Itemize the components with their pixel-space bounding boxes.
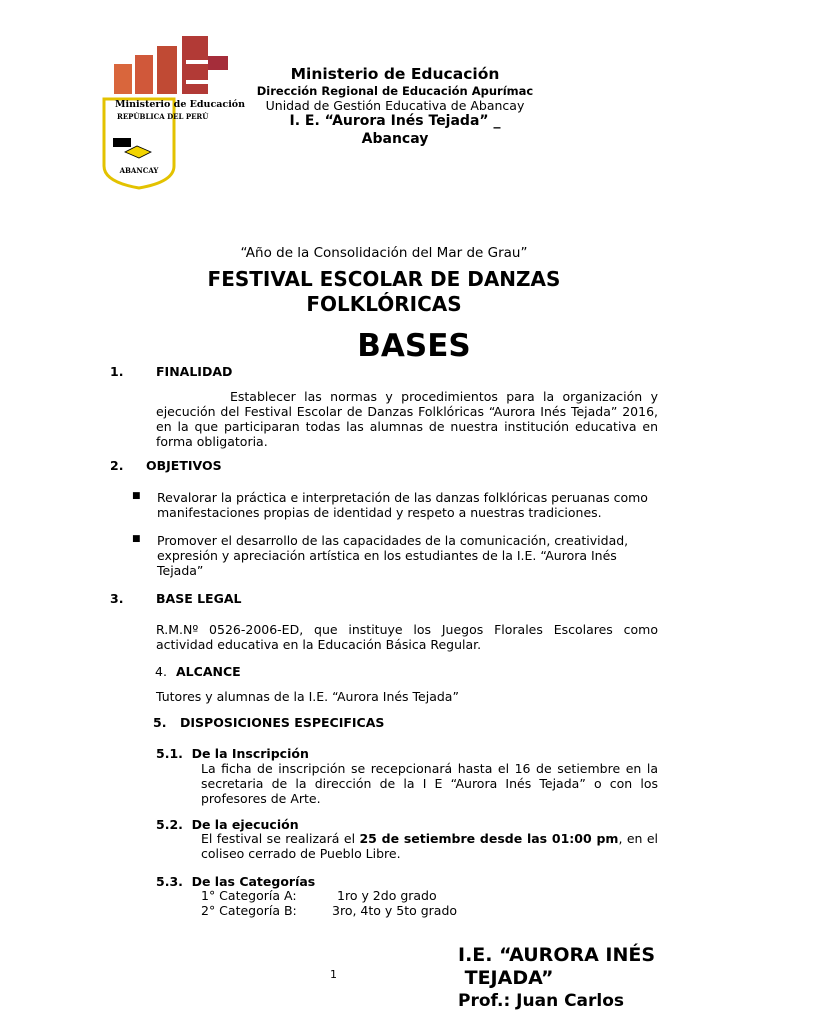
section-4-number: 4. xyxy=(155,664,167,679)
section-3-title: BASE LEGAL xyxy=(156,591,242,606)
footer-school-line1: I.E. “AURORA INÉS xyxy=(458,944,656,966)
page-number: 1 xyxy=(330,968,337,981)
execution-text-start: El festival se realizará el xyxy=(201,831,360,846)
subsection-5-1-title: 5.1. De la Inscripción xyxy=(156,746,309,761)
crest-ministry-text: Ministerio de Educación xyxy=(115,99,246,110)
section-4-title: ALCANCE xyxy=(176,664,241,679)
section-1-title: FINALIDAD xyxy=(156,364,233,379)
subsection-5-1-text: La ficha de inscripción se recepcionará hasta el 16 de setiembre en la secretaria de la dirección de la I E “Aurora Inés Tejada” o con los profesores de Arte. xyxy=(201,761,658,806)
regional-direction: Dirección Regional de Educación Apurímac xyxy=(256,84,534,98)
section-2-title: OBJETIVOS xyxy=(146,458,222,473)
section-2-number: 2. xyxy=(110,458,124,473)
section-1-text: Establecer las normas y procedimientos para la organización y ejecución del Festival Escolar de Danzas Folklóricas “Aurora Inés Tejada” 2016, en la que participaran todas las alumnas de nuestra institución educativa en forma obligatoria. xyxy=(156,389,658,449)
subsection-5-3-title: 5.3. De las Categorías xyxy=(156,874,316,889)
ugel-name: Unidad de Gestión Educativa de Abancay xyxy=(265,98,525,113)
section-5-title: DISPOSICIONES ESPECIFICAS xyxy=(180,715,385,730)
section-1-number: 1. xyxy=(110,364,124,379)
category-b-label: 2° Categoría B: xyxy=(201,903,297,918)
objective-1: Revalorar la práctica e interpretación de las danzas folklóricas peruanas como manifestaciones propias de identidad y respeto a nuestras tradiciones. xyxy=(157,490,648,520)
execution-text-end: , en el coliseo cerrado de Pueblo Libre. xyxy=(201,831,659,861)
crest-city-text: ABANCAY xyxy=(119,166,159,175)
section-4-text: Tutores y alumnas de la I.E. “Aurora Inés Tejada” xyxy=(156,689,459,704)
document-subtitle: BASES xyxy=(357,328,471,364)
school-name: I. E. “Aurora Inés Tejada” _ xyxy=(289,113,501,129)
category-b-value: 3ro, 4to y 5to grado xyxy=(332,903,458,918)
subsection-5-2-title: 5.2. De la ejecución xyxy=(156,817,299,832)
footer-teacher: Prof.: Juan Carlos xyxy=(458,991,625,1011)
objective-2: Promover el desarrollo de las capacidades de la comunicación, creatividad, expresión y apreciación artística en los estudiantes de la I.E. “Aurora Inés Tejada” xyxy=(157,533,629,578)
bullet-icon: ■ xyxy=(132,534,141,544)
document-title: FESTIVAL ESCOLAR DE DANZAS FOLKLÓRICAS xyxy=(207,267,561,316)
ministry-logo-bars xyxy=(112,32,230,96)
subsection-5-2-text xyxy=(201,831,658,861)
category-a-value: 1ro y 2do grado xyxy=(337,888,437,903)
school-city: Abancay xyxy=(361,131,429,147)
year-motto: “Año de la Consolidación del Mar de Grau” xyxy=(240,245,528,261)
bullet-icon: ■ xyxy=(132,491,141,501)
section-5-number: 5. xyxy=(153,715,167,730)
footer-school-line2: TEJADA” xyxy=(458,967,554,989)
section-3-text: R.M.Nº 0526-2006-ED, que instituye los Juegos Florales Escolares como actividad educativa en la Educación Básica Regular. xyxy=(156,622,658,652)
crest-republic-text: REPÚBLICA DEL PERÚ xyxy=(117,112,209,121)
category-a-label: 1° Categoría A: xyxy=(201,888,297,903)
execution-date-time: 25 de setiembre desde las 01:00 pm xyxy=(359,831,619,846)
section-3-number: 3. xyxy=(110,591,124,606)
ministry-title: Ministerio de Educación xyxy=(290,65,500,83)
